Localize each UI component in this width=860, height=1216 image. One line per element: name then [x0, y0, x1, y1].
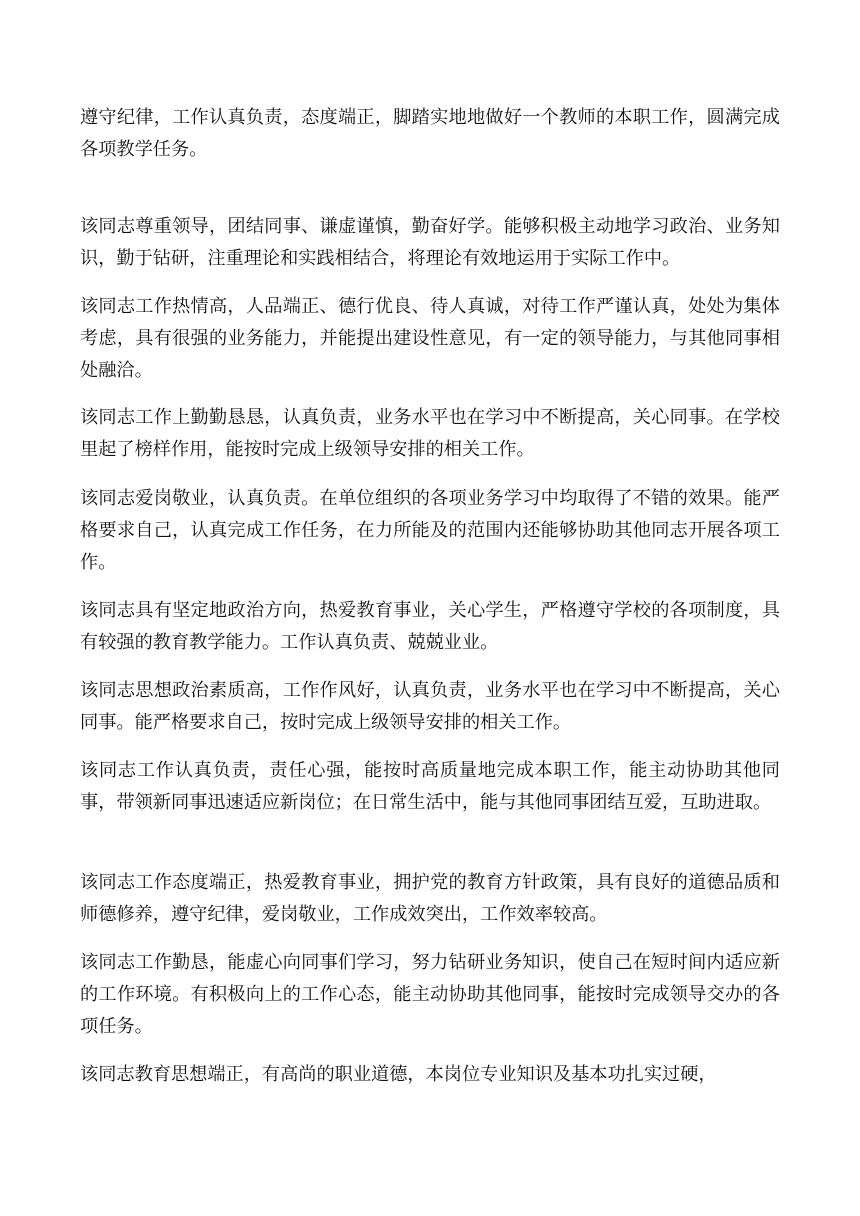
- paragraph-7: 该同志思想政治素质高，工作作风好，认真负责，业务水平也在学习中不断提高，关心同事。能严格要求自己，按时完成上级领导安排的相关工作。: [80, 680, 780, 733]
- paragraph-10: 该同志工作勤恳，能虚心向同事们学习，努力钻研业务知识，使自己在短时间内适应新的工作环境。有积极向上的工作心态，能主动协助其他同事，能按时完成领导交办的各项任务。: [80, 952, 780, 1037]
- paragraph-11: 该同志教育思想端正，有高尚的职业道德，本岗位专业知识及基本功扎实过硬，: [80, 1064, 717, 1085]
- paragraph-9: 该同志工作态度端正，热爱教育事业，拥护党的教育方针政策，具有良好的道德品质和师德修养，遵守纪律，爱岗敬业，工作成效突出，工作效率较高。: [80, 872, 780, 925]
- paragraph-8: 该同志工作认真负责，责任心强，能按时高质量地完成本职工作，能主动协助其他同事，带领新同事迅速适应新岗位；在日常生活中，能与其他同事团结互爱，互助进取。: [80, 760, 780, 813]
- paragraph-1: 遵守纪律，工作认真负责，态度端正，脚踏实地地做好一个教师的本职工作，圆满完成各项教学任务。: [80, 107, 780, 160]
- paragraph-5: 该同志爱岗敬业，认真负责。在单位组织的各项业务学习中均取得了不错的效果。能严格要求自己，认真完成工作任务，在力所能及的范围内还能够协助其他同志开展各项工作。: [80, 488, 780, 573]
- paragraph-4: 该同志工作上勤勤恳恳，认真负责，业务水平也在学习中不断提高，关心同事。在学校里起了榜样作用，能按时完成上级领导安排的相关工作。: [80, 407, 780, 460]
- paragraph-6: 该同志具有坚定地政治方向，热爱教育事业，关心学生，严格遵守学校的各项制度，具有较强的教育教学能力。工作认真负责、兢兢业业。: [80, 600, 780, 653]
- paragraph-3: 该同志工作热情高，人品端正、德行优良、待人真诚，对待工作严谨认真，处处为集体考虑，具有很强的业务能力，并能提出建设性意见，有一定的领导能力，与其他同事相处融洽。: [80, 296, 780, 381]
- paragraph-2: 该同志尊重领导，团结同事、谦虚谨慎，勤奋好学。能够积极主动地学习政治、业务知识，勤于钻研，注重理论和实践相结合，将理论有效地运用于实际工作中。: [80, 216, 780, 269]
